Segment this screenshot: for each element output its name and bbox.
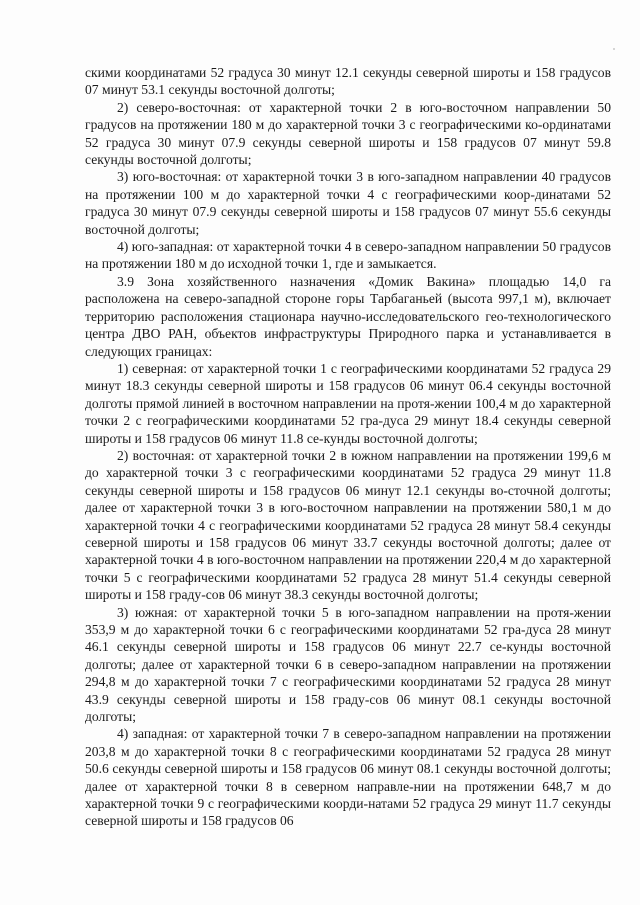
scan-speck	[613, 48, 615, 50]
paragraph-southwest-boundary: 4) юго-западная: от характерной точки 4 в северо-западном направлении 50 градусов на протяжении 180 м до исходной точки 1, где и замыкается.	[85, 239, 611, 272]
paragraph-east-boundary: 2) восточная: от характерной точки 2 в южном направлении на протяжении 199,6 м до характерной точки 3 с географическими координатами 52 градуса 29 минут 11.8 секунды северной широты и 158 градусов 06 минут 12.1 секунды во-сточной долготы; далее от характерной точки 3 в юго-восточном направлении на протяжении 580,1 м до характерной точки 4 с географическими координатами 52 градуса 28 минут 58.4 секунды северной широты и 158 градусов 06 минут 33.7 секунды восточной долготы; далее от характерной точки 4 в юго-восточном направлении на протяжении 220,4 м до характерной точки 5 с географическими координатами 52 градуса 28 минут 51.4 секунды северной широты и 158 граду-сов 06 минут 38.3 секунды восточной долготы;	[85, 447, 611, 603]
paragraph-northeast-boundary: 2) северо-восточная: от характерной точки 2 в юго-восточном направлении 50 градусов на протяжении 180 м до характерной точки 3 с географическими ко-ординатами 52 градуса 30 минут 07.9 секунды северной широты и 158 градусов 07 минут 59.8 секунды восточной долготы;	[85, 99, 611, 168]
paragraph-south-boundary: 3) южная: от характерной точки 5 в юго-западном направлении на протя-жении 353,9 м до характерной точки 6 с географическими координатами 52 гра-дуса 28 минут 46.1 секунды северной широты и 158 градусов 06 минут 22.7 се-кунды восточной долготы; далее от характерной точки 6 в северо-западном направлении на протяжении 294,8 м до характерной точки 7 с географическими координатами 52 градуса 28 минут 43.9 секунды северной широты и 158 граду-сов 06 минут 08.1 секунды восточной долготы;	[85, 604, 611, 725]
document-body	[85, 64, 611, 830]
paragraph-west-boundary: 4) западная: от характерной точки 7 в северо-западном направлении на протяжении 203,8 м до характерной точки 8 с географическими координатами 52 градуса 28 минут 50.6 секунды северной широты и 158 градусов 06 минут 08.1 секунды восточной долготы; далее от характерной точки 8 в северном направле-нии на протяжении 648,7 м до характерной точки 9 с географическими коорди-натами 52 градуса 29 минут 11.7 секунды северной широты и 158 градусов 06	[85, 726, 611, 829]
paragraph-southeast-boundary: 3) юго-восточная: от характерной точки 3 в юго-западном направлении 40 градусов на протяжении 100 м до характерной точки 4 с географическими коор-динатами 52 градуса 30 минут 07.9 секунды северной широты и 158 градусов 07 минут 55.6 секунды восточной долготы;	[85, 169, 611, 237]
paragraph-continuation: скими координатами 52 градуса 30 минут 12.1 секунды северной широты и 158 градусов 07 минут 53.1 секунды восточной долготы;	[85, 65, 611, 98]
paragraph-north-boundary: 1) северная: от характерной точки 1 с географическими координатами 52 градуса 29 минут 18.3 секунды северной широты и 158 градусов 06 минут 06.4 секунды восточной долготы прямой линией в восточном направлении на протя-жении 100,4 м до характерной точки 2 с географическими координатами 52 гра-дуса 29 минут 18.4 секунды северной широты и 158 градусов 06 минут 11.8 се-кунды восточной долготы;	[85, 360, 611, 446]
paragraph-zone-3-9: 3.9 Зона хозяйственного назначения «Домик Вакина» площадью 14,0 га расположена на северо-западной стороне горы Тарбаганьей (высота 997,1 м), включает территорию расположения стационара научно-исследовательского гео-технологического центра ДВО РАН, объектов инфраструктуры Природного парка и устанавливается в следующих границах:	[85, 273, 611, 359]
